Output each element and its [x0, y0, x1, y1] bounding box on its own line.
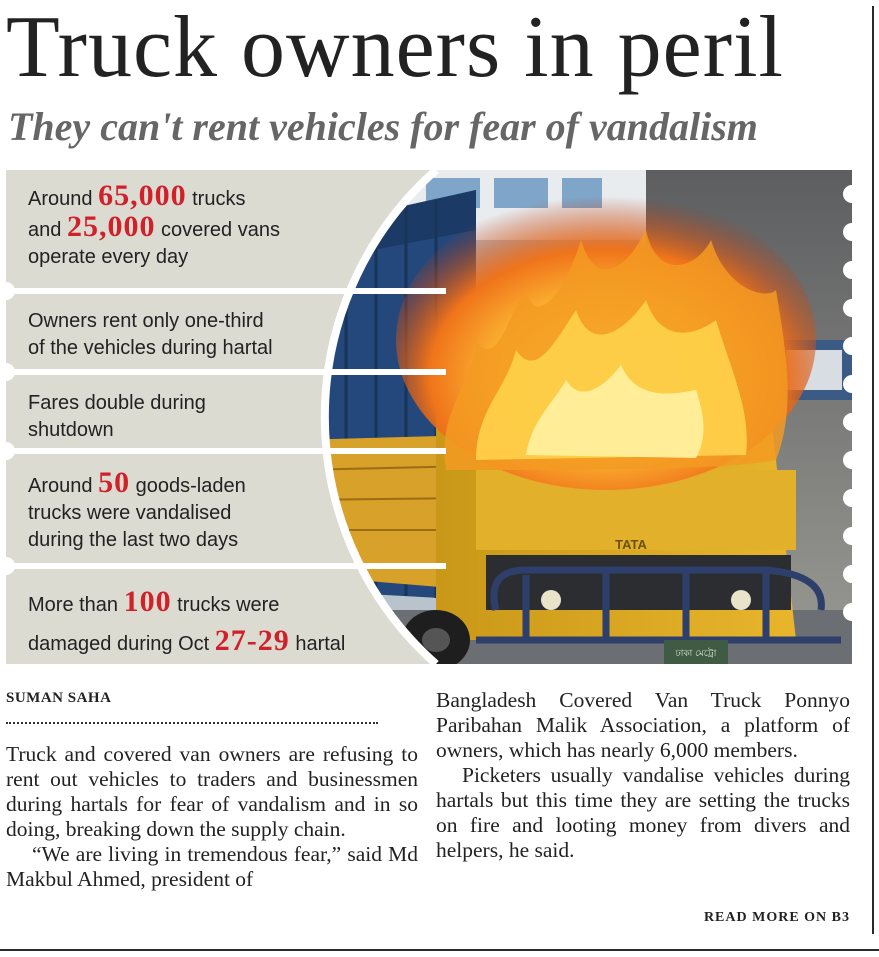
column-rule-right — [872, 6, 874, 934]
read-more-link[interactable]: READ MORE ON B3 — [703, 910, 850, 925]
fact-text: trucks were — [171, 594, 280, 616]
fact-list — [6, 170, 852, 664]
fact-text: trucks — [186, 188, 246, 210]
fact-text: Around — [28, 188, 99, 210]
fact-item — [6, 308, 466, 362]
fact-text: covered vans — [155, 219, 280, 241]
fact-number: 27-29 — [214, 624, 290, 657]
dotted-divider — [6, 722, 378, 724]
headline: Truck owners in peril — [6, 0, 784, 96]
fact-text: goods-laden — [130, 475, 246, 497]
fact-text: trucks were vandalised — [28, 502, 232, 524]
plate-text: ঢাকা মেট্রো — [675, 649, 717, 659]
article-column-1 — [6, 742, 418, 892]
fact-text: More than — [28, 594, 124, 616]
fact-number: 50 — [98, 466, 131, 499]
fact-text: during the last two days — [28, 529, 239, 551]
fact-item — [6, 466, 466, 554]
byline: SUMAN SAHA — [6, 690, 112, 706]
fact-number: 25,000 — [66, 210, 156, 243]
fact-text: and — [28, 219, 67, 241]
fact-number: 100 — [123, 585, 172, 618]
truck-brand-text: TATA — [615, 537, 647, 552]
fact-text: shutdown — [28, 419, 114, 441]
fact-number: 65,000 — [98, 179, 187, 212]
fact-item — [6, 390, 466, 444]
body-paragraph: “We are living in tremendous fear,” said Md Makbul Ahmed, president of — [6, 842, 418, 891]
fact-text: damaged during Oct — [28, 633, 215, 655]
fact-text: operate every day — [28, 246, 189, 268]
fact-text: Around — [28, 475, 99, 497]
article-column-2 — [436, 688, 850, 863]
infographic-panel — [6, 170, 852, 664]
body-paragraph: Picketers usually vandalise vehicles during hartals but this time they are setting the trucks on fire and looting money from divers and helpers, he said. — [436, 763, 850, 862]
fact-text: Fares double during — [28, 392, 206, 414]
bottom-rule — [0, 949, 879, 951]
fact-item — [6, 179, 466, 271]
fact-text: Owners rent only one-third — [28, 310, 264, 332]
body-paragraph: Truck and covered van owners are refusing to rent out vehicles to traders and businessmen during hartals for fear of vandalism and in so doing, breaking down the supply chain. — [6, 742, 418, 841]
body-paragraph-continued: Bangladesh Covered Van Truck Ponnyo Paribahan Malik Association, a platform of owners, which has nearly 6,000 members. — [436, 688, 850, 762]
fact-text: hartal — [289, 633, 346, 655]
subheadline: They can't rent vehicles for fear of vandalism — [8, 104, 758, 149]
fact-item — [6, 584, 466, 662]
fact-text: of the vehicles during hartal — [28, 337, 273, 359]
